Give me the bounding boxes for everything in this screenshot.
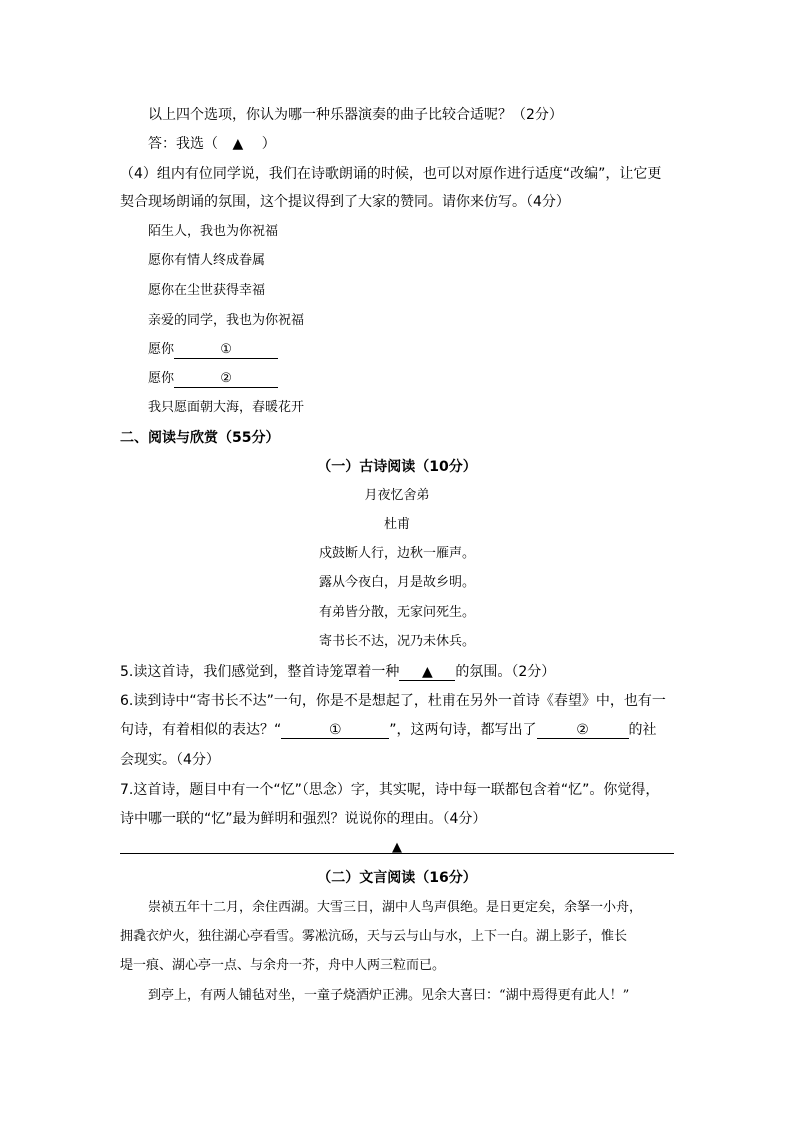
poem-line: 亲爱的同学，我也为你祝福	[148, 313, 305, 328]
poem-verse: 有弟皆分散，无家问死生。	[318, 605, 475, 620]
poem-author: 杜甫	[383, 517, 410, 532]
prose-line: 崇祯五年十二月，余住西湖。大雪三日，湖中人鸟声俱绝。是日更定矣，余拏一小舟，	[148, 900, 643, 915]
q6-line2	[120, 720, 657, 740]
q6-line1: 6.读到诗中“寄书长不达”一句，你是不是想起了，杜甫在另外一首诗《春望》中，也有一	[120, 693, 666, 709]
wish-line-1	[148, 340, 278, 360]
wish-line-2	[148, 369, 278, 389]
poem-verse: 寄书长不达，况乃未休兵。	[318, 634, 475, 649]
answer-blank-2[interactable]: ②	[174, 371, 278, 388]
poem-verse: 戍鼓断人行，边秋一雁声。	[318, 546, 475, 561]
poem-line: 愿你在尘世获得幸福	[148, 283, 266, 298]
wish-prefix: 愿你	[148, 342, 175, 357]
subsection-heading: （一）古诗阅读（10分）	[317, 459, 477, 475]
q4-prompt-line1: （4）组内有位同学说，我们在诗歌朗诵的时候，也可以对原作进行适度“改编”，让它更	[120, 166, 662, 182]
q5-text-after: 的氛围。（2分）	[455, 664, 556, 680]
answer-triangle-mark: ▲	[392, 840, 402, 855]
subsection-heading: （二）文言阅读（16分）	[317, 870, 477, 886]
q3-answer-prefix: 答：我选（	[148, 136, 218, 152]
q3-question: 以上四个选项，你认为哪一种乐器演奏的曲子比较合适呢？（2分）	[148, 107, 563, 123]
answer-blank-1[interactable]: ①	[174, 342, 278, 359]
q6-text-a: 句诗，有着相似的表达？“	[120, 722, 282, 738]
q7-line2: 诗中哪一联的“忆”最为鲜明和强烈？说说你的理由。（4分）	[120, 811, 487, 827]
q6-answer-blank-2[interactable]: ②	[537, 722, 629, 739]
prose-line: 到亭上，有两人铺毡对坐，一童子烧酒炉正沸。见余大喜曰：“湖中焉得更有此人！”	[148, 988, 630, 1003]
q5-text-before: 5.读这首诗，我们感觉到，整首诗笼罩着一种	[120, 664, 400, 680]
q6-text-b: ”，这两句诗，都写出了	[389, 722, 537, 738]
q5-answer-blank[interactable]: ▲	[399, 664, 455, 681]
poem-verse: 露从今夜白，月是故乡明。	[318, 575, 475, 590]
section-heading: 二、阅读与欣赏（55分）	[120, 430, 280, 446]
q6-answer-blank-1[interactable]: ①	[281, 722, 389, 739]
q6-text-c: 的社	[628, 722, 657, 738]
prose-line: 拥毳衣炉火，独往湖心亭看雪。雾凇沆砀，天与云与山与水，上下一白。湖上影子，惟长	[120, 929, 628, 944]
q7-line1: 7.这首诗，题目中有一个“忆”（思念）字，其实呢，诗中每一联都包含着“忆”。你觉得，	[120, 782, 660, 798]
poem-last-line: 我只愿面朝大海，春暖花开	[148, 400, 305, 415]
poem-line: 陌生人，我也为你祝福	[148, 224, 279, 239]
wish-prefix: 愿你	[148, 371, 175, 386]
q5-line	[120, 662, 555, 682]
answer-rule	[120, 853, 674, 854]
poem-line: 愿你有情人终成眷属	[148, 253, 266, 268]
answer-triangle-mark: ▲	[232, 136, 244, 152]
q4-prompt-line2: 契合现场朗诵的氛围，这个提议得到了大家的赞同。请你来仿写。（4分）	[120, 194, 570, 210]
poem-title: 月夜忆舍弟	[364, 488, 430, 503]
q3-answer-suffix: ）	[261, 136, 276, 152]
prose-line: 堤一痕、湖心亭一点、与余舟一芥，舟中人两三粒而已。	[120, 958, 446, 973]
q6-line3: 会现实。（4分）	[120, 752, 220, 768]
q3-answer-line	[148, 134, 276, 154]
